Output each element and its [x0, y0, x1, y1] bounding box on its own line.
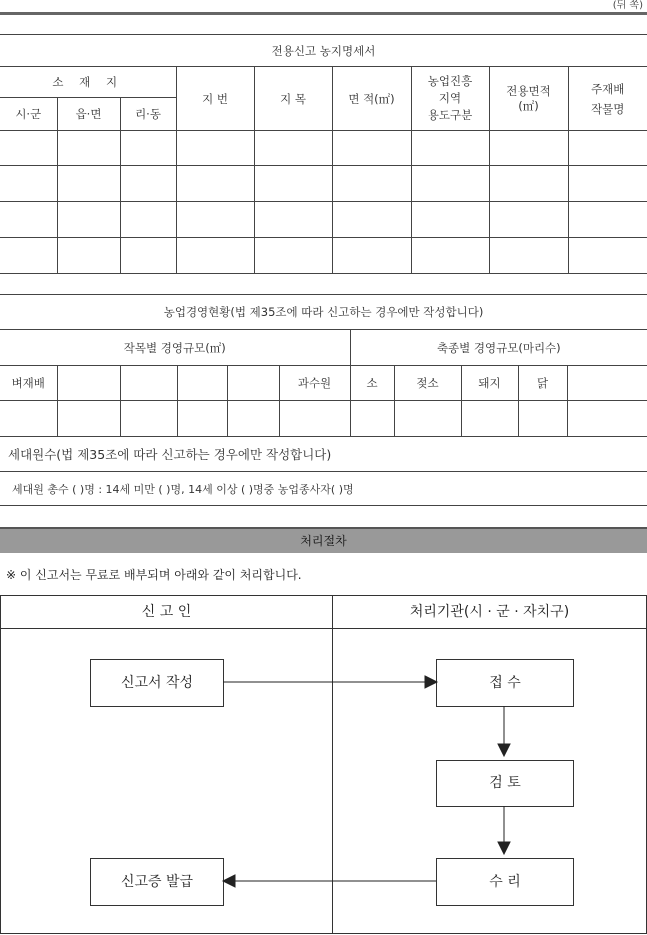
jibeon-header: 지 번 — [176, 67, 254, 131]
zone-line2: 지역 — [438, 91, 462, 105]
livestock-blank-header[interactable] — [567, 366, 647, 401]
eupmyeon-header: 읍·면 — [57, 98, 120, 131]
area-header: 면 적(㎡) — [332, 67, 411, 131]
input-cell[interactable] — [489, 238, 568, 274]
input-cell[interactable] — [57, 166, 120, 202]
zone-line3: 용도구분 — [427, 108, 473, 122]
sigun-header: 시·군 — [0, 98, 57, 131]
input-cell[interactable] — [568, 238, 647, 274]
jimok-header: 지 목 — [254, 67, 332, 131]
table-row — [0, 238, 647, 274]
input-cell[interactable] — [518, 401, 567, 437]
input-cell[interactable] — [57, 401, 120, 437]
orchard-header: 과수원 — [279, 366, 350, 401]
input-cell[interactable] — [0, 238, 57, 274]
input-cell[interactable] — [176, 202, 254, 238]
input-cell[interactable] — [489, 131, 568, 166]
input-cell[interactable] — [120, 202, 176, 238]
rice-header: 벼재배 — [0, 366, 57, 401]
input-cell[interactable] — [0, 401, 57, 437]
input-cell[interactable] — [120, 166, 176, 202]
review-step: 검 토 — [436, 760, 574, 807]
farmland-table — [0, 34, 647, 274]
household-title: 세대원수(법 제35조에 따라 신고하는 경우에만 작성합니다) — [0, 437, 647, 472]
location-header: 소 재 지 — [0, 67, 176, 98]
crop-line2: 작물명 — [591, 101, 625, 116]
crop-scale-header: 작목별 경영규모(㎡) — [0, 330, 350, 366]
crop-line1: 주재배 — [591, 81, 625, 96]
management-table — [0, 294, 647, 506]
livestock-scale-header: 축종별 경영규모(마리수) — [350, 330, 647, 366]
accept-step: 수 리 — [436, 858, 574, 906]
crop-blank-header[interactable] — [177, 366, 227, 401]
procedure-note: ※ 이 신고서는 무료로 배부되며 아래와 같이 처리합니다. — [6, 568, 302, 582]
arrow-left-head — [223, 875, 235, 887]
input-cell[interactable] — [254, 166, 332, 202]
crop-blank-header[interactable] — [120, 366, 177, 401]
input-cell[interactable] — [120, 131, 176, 166]
table-row — [0, 166, 647, 202]
conv-area-line2: (㎡) — [518, 98, 539, 113]
receive-step: 접 수 — [436, 659, 574, 707]
crop-blank-header[interactable] — [227, 366, 279, 401]
input-cell[interactable] — [568, 202, 647, 238]
input-cell[interactable] — [411, 131, 489, 166]
input-cell[interactable] — [279, 401, 350, 437]
crop-blank-header[interactable] — [57, 366, 120, 401]
top-rule — [0, 12, 647, 15]
input-cell[interactable] — [350, 401, 394, 437]
management-title: 농업경영현황(법 제35조에 따라 신고하는 경우에만 작성합니다) — [0, 295, 647, 330]
table-row — [0, 131, 647, 166]
input-cell[interactable] — [489, 166, 568, 202]
input-cell[interactable] — [176, 131, 254, 166]
conv-area-header — [489, 67, 568, 131]
input-cell[interactable] — [57, 131, 120, 166]
applicant-column-header: 신 고 인 — [141, 604, 192, 620]
conv-area-line1: 전용면적 — [506, 83, 551, 98]
input-cell[interactable] — [568, 166, 647, 202]
input-cell[interactable] — [461, 401, 518, 437]
input-cell[interactable] — [0, 202, 57, 238]
input-cell[interactable] — [567, 401, 647, 437]
input-cell[interactable] — [332, 238, 411, 274]
farmland-title: 전용신고 농지명세서 — [0, 35, 647, 67]
input-cell[interactable] — [0, 166, 57, 202]
input-cell[interactable] — [411, 202, 489, 238]
page-side-label: (뒤 쪽) — [612, 0, 643, 11]
input-cell[interactable] — [411, 238, 489, 274]
dairy-header: 젖소 — [394, 366, 461, 401]
input-cell[interactable] — [332, 166, 411, 202]
pig-header: 돼지 — [461, 366, 518, 401]
input-cell[interactable] — [120, 238, 176, 274]
input-cell[interactable] — [254, 131, 332, 166]
input-cell[interactable] — [411, 166, 489, 202]
crop-header — [568, 67, 647, 131]
chicken-header: 닭 — [518, 366, 567, 401]
procedure-header: 처리절차 — [0, 527, 647, 553]
cow-header: 소 — [350, 366, 394, 401]
input-cell[interactable] — [254, 202, 332, 238]
input-cell[interactable] — [332, 131, 411, 166]
arrow-right-head — [425, 676, 437, 688]
table-row — [0, 202, 647, 238]
ridong-header: 리·동 — [120, 98, 176, 131]
input-cell[interactable] — [57, 238, 120, 274]
input-cell[interactable] — [176, 238, 254, 274]
input-cell[interactable] — [57, 202, 120, 238]
procedure-flowchart — [0, 595, 647, 934]
input-cell[interactable] — [176, 166, 254, 202]
table-row — [0, 401, 647, 437]
arrow-down-head — [498, 744, 510, 756]
input-cell[interactable] — [177, 401, 227, 437]
zone-header — [411, 67, 489, 131]
input-cell[interactable] — [0, 131, 57, 166]
issue-certificate-step: 신고증 발급 — [90, 858, 224, 906]
flow-arrows — [1, 596, 646, 933]
zone-line1: 농업진흥 — [427, 74, 473, 88]
agency-column-header: 처리기관(시 · 군 · 자치구) — [409, 604, 570, 620]
write-report-step: 신고서 작성 — [90, 659, 224, 707]
input-cell[interactable] — [227, 401, 279, 437]
input-cell[interactable] — [489, 202, 568, 238]
input-cell[interactable] — [120, 401, 177, 437]
input-cell[interactable] — [332, 202, 411, 238]
input-cell[interactable] — [394, 401, 461, 437]
arrow-down-head — [498, 842, 510, 854]
input-cell[interactable] — [254, 238, 332, 274]
input-cell[interactable] — [568, 131, 647, 166]
household-detail[interactable]: 세대원 총수 ( )명 : 14세 미만 ( )명, 14세 이상 ( )명중 농업종사자( )명 — [0, 472, 647, 506]
